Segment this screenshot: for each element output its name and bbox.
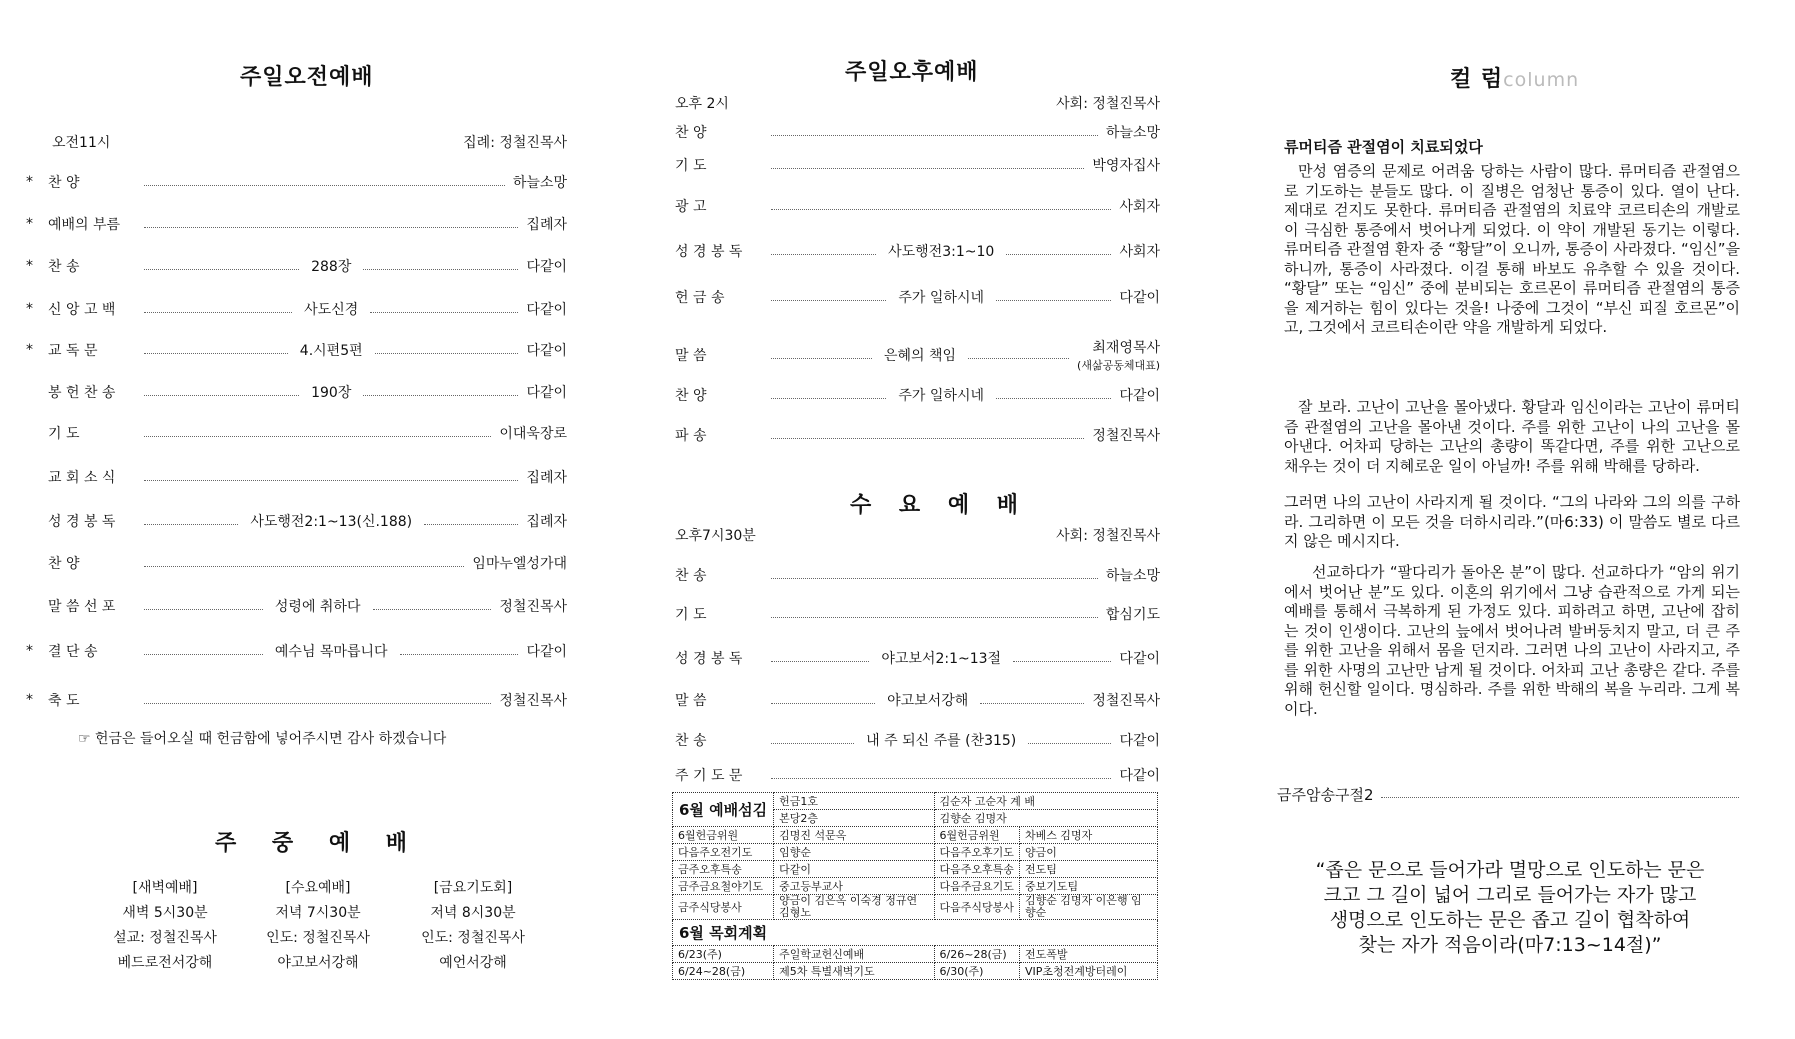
dotted-leader	[980, 703, 1084, 704]
order-detail: 야고보서2:1~13절	[881, 651, 1002, 667]
table-cell: 6/26~28(금)	[934, 946, 1019, 963]
order-leader: 다같이	[1119, 733, 1161, 749]
order-leader: 집례자	[526, 217, 567, 233]
order-leader: 다같이	[526, 259, 568, 275]
dotted-leader	[771, 743, 854, 744]
order-label: 찬 송	[675, 568, 707, 584]
order-row	[675, 425, 1160, 445]
order-detail: 은혜의 책임	[883, 348, 957, 364]
standing-mark: *	[26, 643, 33, 659]
table-cell: 다음주식당봉사	[934, 895, 1019, 920]
duty-title: 6월 예배섬김	[673, 793, 774, 827]
order-leader: 다같이	[526, 644, 568, 660]
memory-verse-row	[1277, 784, 1747, 805]
order-label: 찬 양	[675, 125, 707, 141]
dotted-leader	[144, 185, 505, 186]
column-paragraph-2: 잘 보라. 고난이 고난을 몰아냈다. 황달과 임신이라는 고난이 류머티즘 관절염의 고난을 몰아낸 것이다. 주를 위한 고난이 나의 고난을 몰아낸다. 어차피 당하는 고난의 총량이 똑같다면, 주를 위한 고난으로 채우는 것이 더 지혜로운 일이 아닐까! 주를 위해 박해를 당하라.	[1284, 398, 1740, 475]
order-leader: 정철진목사	[1092, 693, 1160, 709]
order-label: 광 고	[675, 199, 707, 215]
dotted-leader	[144, 227, 518, 228]
order-row	[26, 511, 567, 531]
table-cell: 6월헌금위원	[673, 827, 774, 844]
memory-verse	[1270, 858, 1750, 958]
order-leader: 다같이	[1119, 388, 1160, 404]
order-label: 성 경 봉 독	[675, 651, 743, 667]
order-row	[675, 648, 1160, 668]
order-leader: 집례자	[526, 514, 567, 530]
order-row	[675, 385, 1160, 405]
dotted-leader	[144, 566, 464, 567]
morning-presider: 집례: 정철진목사	[463, 135, 567, 151]
order-leader: 정철진목사	[499, 599, 568, 615]
table-cell: 전도팀	[1019, 861, 1157, 878]
dotted-leader	[400, 654, 519, 655]
order-leader: 다같이	[1119, 768, 1160, 784]
dotted-leader	[996, 300, 1111, 301]
duty-table	[672, 792, 1158, 980]
order-detail: 4.시편5편	[299, 343, 363, 359]
dotted-leader	[1028, 743, 1111, 744]
order-leader-affiliation: (새삶공동체대표)	[1077, 359, 1161, 372]
order-row	[26, 299, 567, 319]
order-label: 결 단 송	[48, 644, 98, 660]
weekday-time: 저녁 8시30분	[430, 905, 516, 921]
dotted-leader	[771, 135, 1098, 136]
order-row	[26, 596, 567, 616]
weekday-service-title: 주 중 예 배	[215, 831, 421, 856]
dotted-leader	[771, 438, 1084, 439]
order-leader: 합심기도	[1105, 607, 1160, 623]
dotted-leader	[144, 269, 299, 270]
order-detail: 야고보서강해	[887, 693, 969, 709]
duty-rows	[673, 827, 1158, 920]
verse-line: 찾는 자가 적음이라(마7:13~14절)”	[1358, 934, 1662, 956]
column-paragraph-3: 그러면 나의 고난이 사라지게 될 것이다. “그의 나라와 그의 의를 구하라. 그리하면 이 모든 것을 더하시리라.”(마6:33) 이 말씀도 별로 다르지 않은 메시지다.	[1284, 493, 1740, 550]
order-label: 교 독 문	[48, 343, 98, 359]
verse-line: 크고 그 길이 넓어 그리로 들어가는 자가 많고	[1323, 884, 1697, 906]
order-row	[675, 241, 1160, 261]
weekday-service	[243, 876, 393, 976]
order-leader: 다같이	[1119, 651, 1160, 667]
order-label: 말 씀 선 포	[48, 599, 116, 615]
weekday-leader: 설교: 정철진목사	[113, 930, 217, 946]
dotted-leader	[370, 312, 518, 313]
table-cell: 6/30(주)	[934, 963, 1019, 980]
weekday-time: 새벽 5시30분	[122, 905, 208, 921]
weekday-text: 베드로전서강해	[117, 955, 213, 971]
order-detail: 성령에 취하다	[274, 599, 361, 615]
table-cell: 임향순	[774, 844, 934, 861]
order-label: 기 도	[675, 158, 707, 174]
dotted-leader	[144, 436, 491, 437]
weekday-leader: 인도: 정철진목사	[421, 930, 525, 946]
column-paragraph-4: 선교하다가 “팔다리가 돌아온 분”이 많다. 선교하다가 “암의 위기에서 벗어난 분”도 있다. 이혼의 위기에서 그냥 습관적으로 가게 되는 예배를 통해서 극복하게 된 가정도 있다. 피하려고 하면, 고난에 잡히는 것이 인생이다. 고난의 늪에서 벗어나려 발버둥치지 말고, 더 큰 주를 위한 고난을 위해서 몸을 던지라. 그러면 나의 고난이 사라지고, 주를 위한 사명의 고난만 남게 될 것이다. 어차피 고난 총량은 같다. 주를 위해 헌신할 일이다. 명심하라. 주를 위한 박해의 복을 누리라. 그게 복이다.	[1284, 563, 1740, 718]
order-label: 봉 헌 찬 송	[48, 385, 116, 401]
dotted-leader	[1006, 254, 1111, 255]
verse-line: 생명으로 인도하는 문은 좁고 길이 협착하여	[1329, 909, 1691, 931]
table-cell: 6월헌금위원	[934, 827, 1019, 844]
order-row	[26, 690, 567, 710]
order-label: 찬 양	[48, 175, 80, 191]
order-leader: 사회자	[1119, 244, 1161, 260]
dotted-leader	[771, 578, 1098, 579]
order-label: 성 경 봉 독	[48, 514, 116, 530]
order-leader-name: 최재영목사	[1092, 340, 1161, 356]
order-row	[26, 553, 567, 573]
morning-time-row	[52, 132, 567, 152]
table-cell: 6/24~28(금)	[673, 963, 774, 980]
afternoon-time: 오후 2시	[675, 96, 729, 112]
order-row	[26, 382, 567, 402]
order-label: 파 송	[675, 428, 707, 444]
order-leader: 다같이	[1119, 290, 1160, 306]
order-row	[26, 214, 567, 234]
table-row	[673, 963, 1158, 980]
order-row	[675, 604, 1160, 624]
column-title-en: column	[1503, 69, 1580, 91]
table-cell: 중고등부교사	[774, 878, 934, 895]
order-leader: 집례자	[526, 470, 567, 486]
table-cell: 다음주오후기도	[934, 844, 1019, 861]
dotted-leader	[144, 654, 263, 655]
table-cell: 본당2층	[774, 810, 934, 827]
order-row	[26, 641, 567, 661]
table-cell: 양금이	[1019, 844, 1157, 861]
verse-line: “좁은 문으로 들어가라 멸망으로 인도하는 문은	[1315, 859, 1705, 881]
column-title	[1450, 62, 1579, 93]
order-leader: 정철진목사	[499, 693, 567, 709]
weekday-text: 예언서강해	[439, 955, 507, 971]
dotted-leader	[144, 703, 491, 704]
order-leader	[1077, 337, 1160, 373]
table-row	[673, 878, 1158, 895]
table-cell: 금주오후특송	[673, 861, 774, 878]
order-label: 찬 송	[48, 259, 80, 275]
dotted-leader	[996, 398, 1111, 399]
wednesday-time-row	[675, 525, 1160, 545]
morning-time: 오전11시	[52, 135, 111, 151]
standing-mark: *	[26, 216, 33, 232]
order-leader: 사회자	[1119, 199, 1160, 215]
wednesday-service-title: 수 요 예 배	[850, 493, 1028, 518]
table-cell: 김순자 고순자 계 배	[934, 793, 1157, 810]
table-cell: 다같이	[774, 861, 934, 878]
memory-verse-label: 금주암송구절2	[1277, 786, 1374, 804]
order-label: 신 앙 고 백	[48, 302, 116, 318]
dotted-leader	[363, 269, 518, 270]
order-label: 기 도	[675, 607, 707, 623]
order-row	[675, 565, 1160, 585]
offering-note: ☞ 헌금은 들어오실 때 헌금함에 넣어주시면 감사 하겠습니다	[78, 731, 447, 747]
order-detail: 288장	[311, 259, 352, 275]
standing-mark: *	[26, 174, 33, 190]
plan-rows	[673, 946, 1158, 980]
weekday-name: [금요기도회]	[433, 880, 513, 896]
table-cell: 헌금1호	[774, 793, 934, 810]
table-row	[673, 844, 1158, 861]
wednesday-presider: 사회: 정철진목사	[1056, 528, 1160, 544]
table-cell: 중보기도팀	[1019, 878, 1157, 895]
dotted-leader	[771, 398, 886, 399]
order-leader: 박영자집사	[1092, 158, 1160, 174]
table-cell: 금주금요철야기도	[673, 878, 774, 895]
order-row	[675, 690, 1160, 710]
dotted-leader	[375, 353, 519, 354]
order-leader: 하늘소망	[512, 175, 567, 191]
order-row	[675, 765, 1160, 785]
table-cell: 6/23(주)	[673, 946, 774, 963]
dotted-leader	[771, 358, 872, 359]
order-label: 찬 양	[48, 556, 80, 572]
afternoon-service-title: 주일오후예배	[845, 60, 979, 85]
dotted-leader	[144, 395, 299, 396]
dotted-leader	[771, 168, 1084, 169]
dotted-leader	[1013, 661, 1111, 662]
table-cell: 제5차 특별새벽기도	[774, 963, 934, 980]
table-cell: 주일학교헌신예배	[774, 946, 934, 963]
dotted-leader	[771, 703, 875, 704]
dotted-leader	[363, 395, 518, 396]
order-row	[675, 730, 1160, 750]
order-row	[675, 122, 1160, 142]
order-detail: 190장	[311, 385, 352, 401]
order-detail: 사도행전3:1~10	[888, 244, 995, 260]
weekday-service	[398, 876, 548, 976]
afternoon-presider: 사회: 정철진목사	[1056, 96, 1160, 112]
order-row	[675, 287, 1160, 307]
order-detail: 주가 일하시네	[898, 388, 985, 404]
order-leader: 다같이	[526, 385, 568, 401]
dotted-leader	[373, 609, 492, 610]
dotted-leader	[771, 254, 876, 255]
order-label: 말 씀	[675, 348, 707, 364]
weekday-service	[90, 876, 240, 976]
table-row	[673, 827, 1158, 844]
standing-mark: *	[26, 342, 33, 358]
order-label: 말 씀	[675, 693, 707, 709]
order-detail: 사도신경	[304, 302, 359, 318]
table-row	[673, 920, 1158, 946]
order-label: 찬 양	[675, 388, 707, 404]
table-cell: 김명진 석문옥	[774, 827, 934, 844]
order-row	[26, 423, 567, 443]
table-row	[673, 895, 1158, 920]
afternoon-time-row	[675, 93, 1160, 113]
dotted-leader	[144, 353, 288, 354]
column-title-ko: 컬 럼	[1450, 67, 1504, 92]
morning-service-title: 주일오전예배	[240, 65, 374, 90]
table-cell: 다음주금요기도	[934, 878, 1019, 895]
order-row	[26, 340, 567, 360]
order-label: 주 기 도 문	[675, 768, 743, 784]
weekday-text: 야고보서강해	[277, 955, 359, 971]
weekday-name: [수요예배]	[285, 880, 351, 896]
order-leader: 하늘소망	[1105, 568, 1160, 584]
weekday-name: [새벽예배]	[132, 880, 198, 896]
standing-mark: *	[26, 258, 33, 274]
table-cell: 김향순 김명자	[934, 810, 1157, 827]
table-cell: 금주식당봉사	[673, 895, 774, 920]
order-detail: 주가 일하시네	[898, 290, 985, 306]
standing-mark: *	[26, 692, 33, 708]
order-row	[675, 337, 1160, 373]
dotted-leader	[144, 524, 238, 525]
order-detail: 사도행전2:1~13(신.188)	[250, 514, 413, 530]
table-cell: 전도폭발	[1019, 946, 1157, 963]
order-leader: 다같이	[526, 302, 567, 318]
dotted-leader	[1381, 797, 1739, 798]
table-row	[673, 861, 1158, 878]
table-cell: 양금이 김은옥 이숙경 정규연 김형노	[774, 895, 934, 920]
table-cell: 김향순 김명자 이은행 임향순	[1019, 895, 1157, 920]
order-label: 예배의 부름	[48, 217, 121, 233]
table-cell: 다음주오전기도	[673, 844, 774, 861]
order-detail: 예수님 목마릅니다	[274, 644, 388, 660]
order-label: 찬 송	[675, 733, 707, 749]
order-leader: 정철진목사	[1092, 428, 1160, 444]
order-detail: 내 주 되신 주를 (찬315)	[866, 733, 1017, 749]
order-label: 교 회 소 식	[48, 470, 116, 486]
column-paragraph-1: 만성 염증의 문제로 어려움 당하는 사람이 많다. 류머티즘 관절염으로 기도하는 분들도 많다. 이 질병은 엄청난 통증이 있다. 열이 난다. 제대로 걷지도 못한다. 류머티즘 관절염의 치료약 코르티손의 개발로 이 극심한 통증에서 벗어나게 되었다. 이 약이 개발된 동기는 이렇다. 류머티즘 관절염 환자 중 “황달”이 오니까, 통증이 사라졌다. “임신”을 하니까, 통증이 사라졌다. 이걸 통해 바보도 유추할 수 있을 것이다. “황달” 또는 “임신” 중에 분비되는 호르몬이 류머티즘 관절염의 통증을 제거하는 힘이 있다는 것을! 나중에 그것이 “부신 피질 호르몬”이고, 그것에서 코르티손이란 약을 개발하게 되었다.	[1284, 162, 1740, 336]
dotted-leader	[144, 480, 518, 481]
order-row	[675, 196, 1160, 216]
dotted-leader	[771, 300, 886, 301]
dotted-leader	[771, 617, 1098, 618]
order-row	[26, 256, 567, 276]
order-row	[675, 155, 1160, 175]
table-cell: 다음주오후특송	[934, 861, 1019, 878]
order-label: 축 도	[48, 693, 80, 709]
dotted-leader	[424, 524, 518, 525]
standing-mark: *	[26, 301, 33, 317]
dotted-leader	[771, 209, 1111, 210]
dotted-leader	[144, 312, 292, 313]
order-row	[26, 172, 567, 192]
order-row	[26, 467, 567, 487]
table-row	[673, 946, 1158, 963]
column-heading: 류머티즘 관절염이 치료되었다	[1284, 138, 1483, 156]
dotted-leader	[968, 358, 1069, 359]
table-cell: VIP초청전계방터레이	[1019, 963, 1157, 980]
order-label: 기 도	[48, 426, 80, 442]
dotted-leader	[771, 661, 869, 662]
order-leader: 하늘소망	[1105, 125, 1160, 141]
order-leader: 다같이	[526, 343, 568, 359]
wednesday-time: 오후7시30분	[675, 528, 756, 544]
order-label: 성 경 봉 독	[675, 244, 743, 260]
table-cell: 차베스 김명자	[1019, 827, 1157, 844]
plan-title: 6월 목회계획	[673, 920, 1158, 946]
dotted-leader	[771, 778, 1111, 779]
weekday-time: 저녁 7시30분	[275, 905, 361, 921]
order-leader: 이대욱장로	[499, 426, 567, 442]
order-label: 헌 금 송	[675, 290, 725, 306]
weekday-leader: 인도: 정철진목사	[266, 930, 370, 946]
dotted-leader	[144, 609, 263, 610]
order-leader: 임마누엘성가대	[472, 556, 567, 572]
table-row	[673, 793, 1158, 810]
